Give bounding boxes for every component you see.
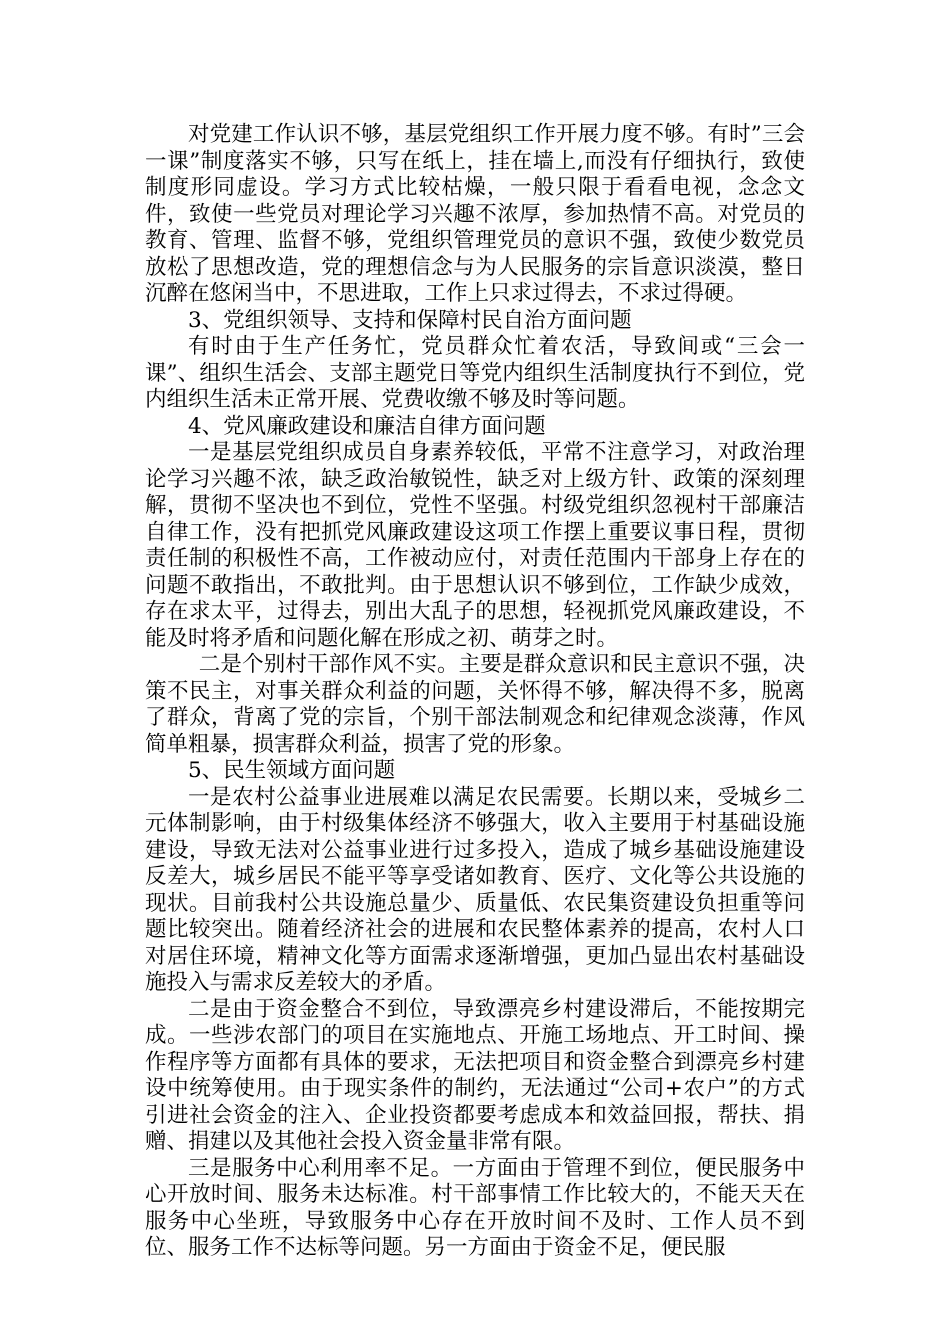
section-heading-3: 3、党组织领导、支持和保障村民自治方面问题	[188, 307, 632, 333]
paragraph-livelihood-third: 三是服务中心利用率不足。一方面由于管理不到位，便民服务中心开放时间、服务未达标准。村干部事情工作比较大的，不能天天在服务中心坐班，导致服务中心存在开放时间不及时、工作人员不到位、服务工作不达标等问题。另一方面由于资金不足，便民服	[145, 1155, 805, 1260]
paragraph-party-building-awareness: 对党建工作认识不够，基层党组织工作开展力度不够。有时”三会一课”制度落实不够，只写在纸上，挂在墙上,而没有仔细执行，致使制度形同虚设。学习方式比较枯燥，一般只限于看看电视，念念文件，致使一些党员对理论学习兴趣不浓厚，参加热情不高。对党员的教育、管理、监督不够，党组织管理党员的意识不强，致使少数党员放松了思想改造，党的理想信念与为人民服务的宗旨意识淡漠，整日沉醉在悠闲当中，不思进取，工作上只求过得去，不求过得硬。	[145, 122, 805, 306]
paragraph-village-autonomy: 有时由于生产任务忙，党员群众忙着农活，导致间或“三会一课”、组织生活会、支部主题党日等党内组织生活制度执行不到位，党内组织生活未正常开展、党费收缴不够及时等问题。	[145, 334, 805, 412]
paragraph-livelihood-second: 二是由于资金整合不到位，导致漂亮乡村建设滞后，不能按期完成。一些涉农部门的项目在实施地点、开施工场地点、开工时间、操作程序等方面都有具体的要求，无法把项目和资金整合到漂亮乡村建设中统筹使用。由于现实条件的制约，无法通过“公司+农户”的方式引进社会资金的注入、企业投资都要考虑成本和效益回报，帮扶、捐赠、捐建以及其他社会投入资金量非常有限。	[145, 996, 805, 1154]
paragraph-integrity-first: 一是基层党组织成员自身素养较低，平常不注意学习，对政治理论学习兴趣不浓，缺乏政治敏锐性，缺乏对上级方针、政策的深刻理解，贯彻不坚决也不到位，党性不坚强。村级党组织忽视村干部廉洁自律工作，没有把抓党风廉政建设这项工作摆上重要议事日程，贯彻责任制的积极性不高，工作被动应付，对责任范围内干部身上存在的问题不敢指出，不敢批判。由于思想认识不够到位，工作缺少成效，存在求太平，过得去，别出大乱子的思想，轻视抓党风廉政建设，不能及时将矛盾和问题化解在形成之初、萌芽之时。	[145, 440, 805, 651]
document-page	[145, 122, 805, 1262]
section-heading-5: 5、民生领域方面问题	[188, 758, 396, 783]
section-heading-4: 4、党风廉政建设和廉洁自律方面问题	[188, 413, 546, 439]
paragraph-livelihood-first: 一是农村公益事业进展难以满足农民需要。长期以来，受城乡二元体制影响，由于村级集体经济不够强大，收入主要用于村基础设施建设，导致无法对公益事业进行过多投入，造成了城乡基础设施建设反差大，城乡居民不能平等享受诸如教育、医疗、文化等公共设施的现状。目前我村公共设施总量少、质量低、农民集资建设负担重等问题比较突出。随着经济社会的进展和农民整体素养的提高，农村人口对居住环境，精神文化等方面需求逐渐增强，更加凸显出农村基础设施投入与需求反差较大的矛盾。	[145, 784, 805, 995]
paragraph-integrity-second: 二是个别村干部作风不实。主要是群众意识和民主意识不强，决策不民主，对事关群众利益的问题，关怀得不够，解决得不多，脱离了群众，背离了党的宗旨，个别干部法制观念和纪律观念淡薄，作风简单粗暴，损害群众利益，损害了党的形象。	[145, 652, 805, 757]
